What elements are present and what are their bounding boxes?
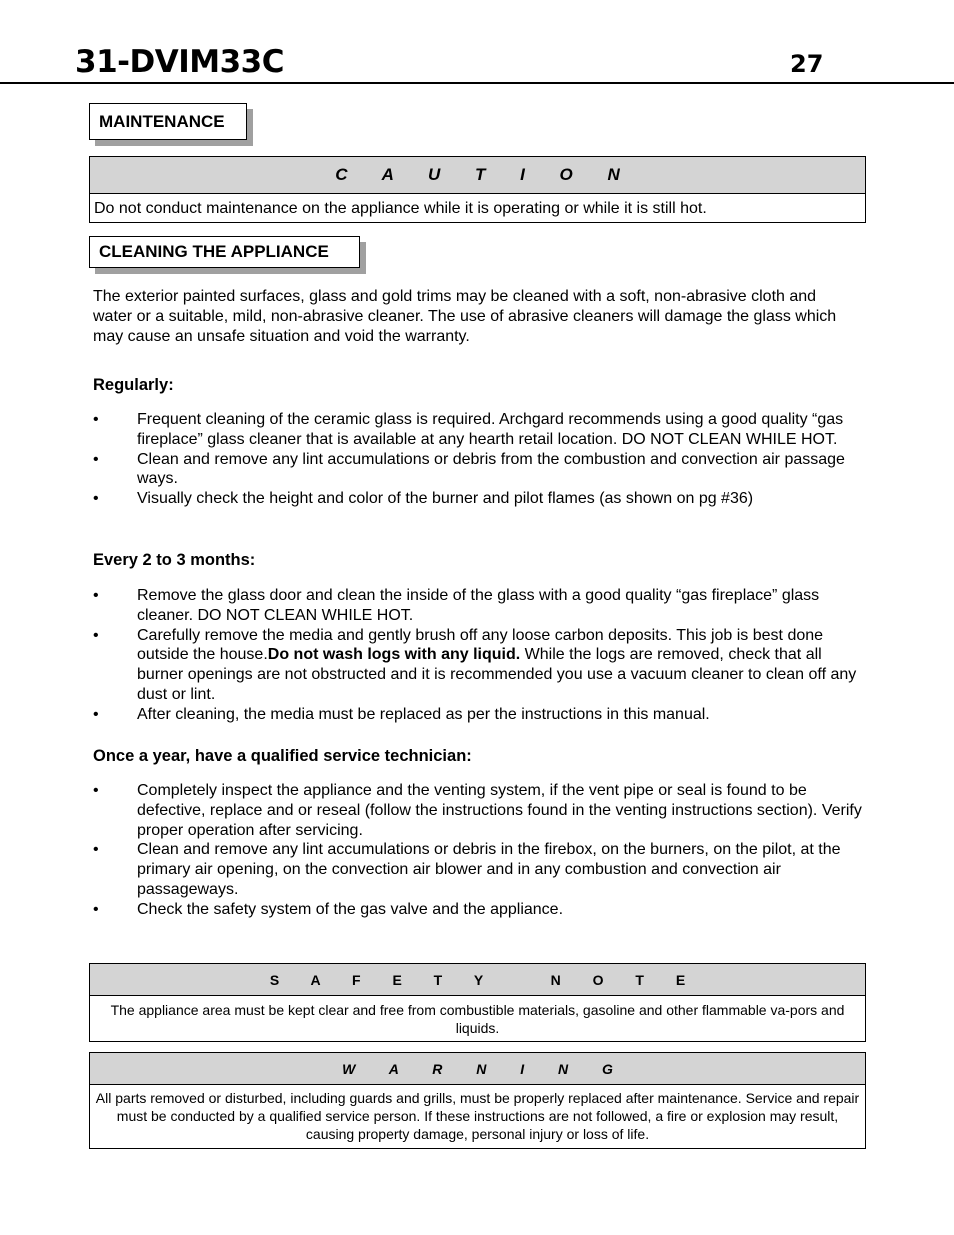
maintenance-heading: MAINTENANCE xyxy=(89,103,247,140)
cleaning-heading: CLEANING THE APPLIANCE xyxy=(89,236,360,268)
bullet: • xyxy=(93,900,99,918)
bullet: • xyxy=(93,587,99,604)
warning-title: W A R N I N G xyxy=(90,1053,865,1085)
safety-note-box xyxy=(89,963,866,1042)
yearly-list xyxy=(93,781,863,920)
caution-title: C A U T I O N xyxy=(90,157,865,194)
list-item: • After cleaning, the media must be replaced as per the instructions in this manual. xyxy=(93,705,710,723)
caution-box xyxy=(89,156,866,223)
page-number: 27 xyxy=(790,50,824,78)
safety-note-title: S A F E T Y N O T E xyxy=(90,964,865,996)
list-item: • Clean and remove any lint accumulations or debris from the combustion and convection air passage ways. xyxy=(93,450,845,488)
warning-box xyxy=(89,1052,866,1149)
list-item: • Remove the glass door and clean the inside of the glass with a good quality “gas fireplace” glass cleaner. DO NOT CLEAN WHILE HOT. xyxy=(93,587,820,624)
list-item: • Clean and remove any lint accumulations or debris in the firebox, on the burners, on the pilot, at the primary air opening, on the convection air blower and in any combustion and convection air passageways. xyxy=(93,841,841,898)
bullet: • xyxy=(93,841,99,859)
list-item: • Check the safety system of the gas valve and the appliance. xyxy=(93,900,564,918)
warning-text: All parts removed or disturbed, including guards and grills, must be properly replaced after maintenance. Service and repair must be conducted by a qualified service person. If these instructions are not followed, a fire or explosion may result, causing property damage, personal injury or loss of life. xyxy=(95,1090,860,1142)
bullet: • xyxy=(93,411,99,428)
yearly-heading: Once a year, have a qualified service technician: xyxy=(93,747,472,765)
list-item: • Completely inspect the appliance and the venting system, if the vent pipe or seal is found to be defective, replace and or reseal (follow the instructions found in the venting instructions section). Verify proper operation after servicing. xyxy=(93,782,862,839)
bullet: • xyxy=(93,490,99,508)
regularly-heading: Regularly: xyxy=(93,376,174,394)
list-item: • Frequent cleaning of the ceramic glass is required. Archgard recommends using a good quality “gas fireplace” glass cleaner that is available at any hearth retail location. DO NOT CLEAN WHILE HOT. xyxy=(93,411,844,448)
cleaning-intro: The exterior painted surfaces, glass and gold trims may be cleaned with a soft, non-abrasive cloth and water or a suitable, mild, non-abrasive cleaner. The use of abrasive cleaners will damage the glass which may cause an unsafe situation and void the warranty. xyxy=(93,288,837,345)
no-wash-warning: Do not wash logs with any liquid. xyxy=(267,646,521,664)
bullet: • xyxy=(93,705,99,723)
regularly-list xyxy=(93,410,863,509)
header-divider xyxy=(0,82,954,84)
every-2-3-list xyxy=(93,586,863,725)
caution-text: Do not conduct maintenance on the appliance while it is operating or while it is still hot. xyxy=(94,200,707,217)
list-item: • Carefully remove the media and gently brush off any loose carbon deposits. This job is best done outside the house.Do not wash logs with any liquid. While the logs are removed, check that all burner openings are not obstructed and it is recommended you use a vacuum cleaner to clean off any dust or lint. xyxy=(93,626,857,703)
document-title: 31-DVIM33C xyxy=(75,44,285,80)
bullet: • xyxy=(93,450,99,468)
bullet: • xyxy=(93,626,99,644)
safety-note-text: The appliance area must be kept clear and free from combustible materials, gasoline and other flammable va-pors and liquids. xyxy=(110,1002,845,1036)
bullet: • xyxy=(93,782,99,799)
every-2-3-heading: Every 2 to 3 months: xyxy=(93,551,256,569)
list-item: • Visually check the height and color of the burner and pilot flames (as shown on pg #36) xyxy=(93,490,754,508)
